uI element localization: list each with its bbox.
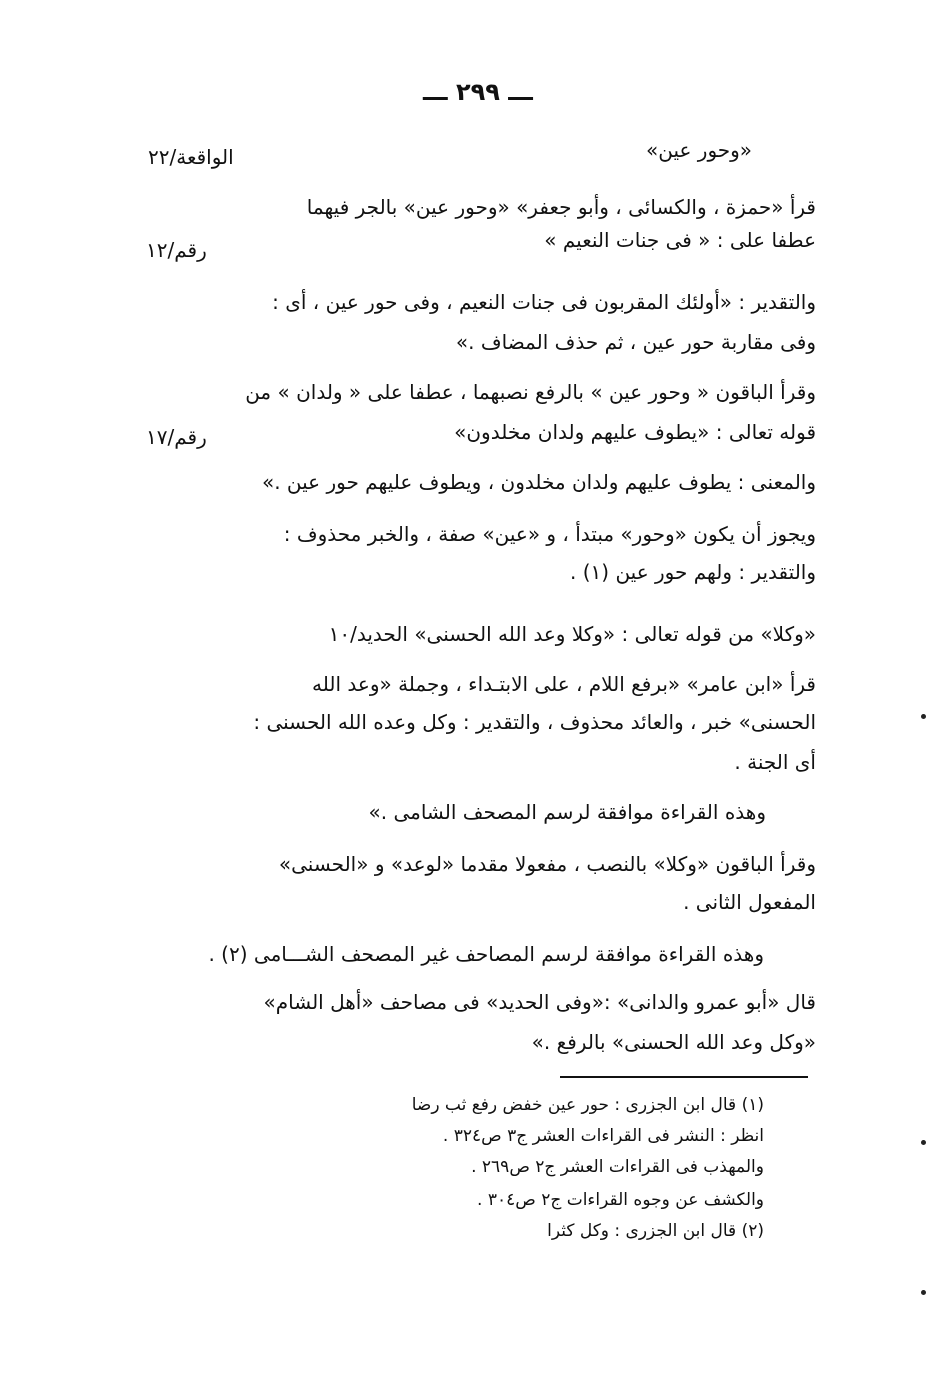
footnote-line: (١) قال ابن الجزرى : حور عين خفض رفع ثب رضا [411, 1095, 764, 1115]
text-line: قرأ «حمزة ، والكسائى ، وأبو جعفر» «وحور عين» بالجر فيهما [306, 195, 816, 219]
text-line: والمعنى : يطوف عليهم ولدان مخلدون ، ويطوف عليهم حور عين .» [261, 470, 816, 494]
text-line: ويجوز أن يكون «وحور» مبتدأ ، و «عين» صفة ، والخبر محذوف : [283, 522, 816, 546]
scan-speck [921, 1140, 926, 1145]
scan-speck [921, 714, 926, 719]
text-line: «وكل وعد الله الحسنى» بالرفع .» [531, 1030, 816, 1054]
verse-number-ref: رقم/١٢ [146, 238, 207, 262]
verse-phrase: «وحور عين» [646, 138, 753, 162]
text-line: والتقدير : ولهم حور عين (١) . [570, 560, 816, 584]
text-line: قرأ «ابن عامر» «برفع اللام ، على الابتـداء ، وجملة «وعد الله [312, 672, 816, 696]
text-line: وفى مقاربة حور عين ، ثم حذف المضاف .» [455, 330, 816, 354]
text-line: وهذه القراءة موافقة لرسم المصحف الشامى .» [368, 800, 766, 824]
footnote-line: والكشف عن وجوه القراءات ج٢ ص٣٠٤ . [477, 1190, 764, 1210]
text-line: وهذه القراءة موافقة لرسم المصاحف غير المصحف الشـــامى (٢) . [208, 942, 764, 966]
surah-reference: الواقعة/٢٢ [148, 145, 234, 169]
text-line: عطفا على : « فى جنات النعيم » [544, 228, 816, 252]
text-line: المفعول الثانى . [683, 890, 816, 914]
footnote-line: (٢) قال ابن الجزرى : وكل كثرا [547, 1221, 764, 1241]
text-line: والتقدير : «أولئك المقربون فى جنات النعيم ، وفى حور عين ، أى : [272, 290, 816, 314]
footnote-line: انظر : النشر فى القراءات العشر ج٣ ص٣٢٤ . [442, 1126, 764, 1146]
scan-speck [921, 1290, 926, 1295]
text-line: قال «أبو عمرو والدانى» :«وفى الحديد» فى مصاحف «أهل الشام» [263, 990, 816, 1014]
verse-number-ref: رقم/١٧ [146, 425, 207, 449]
text-line: «وكلا» من قوله تعالى : «وكلا وعد الله الحسنى» الحديد/١٠ [328, 622, 816, 646]
text-line: وقرأ الباقون « وحور عين » بالرفع نصبهما ، عطفا على « ولدان » من [245, 380, 816, 404]
page-number: ـــ ٢٩٩ ـــ [423, 78, 533, 106]
text-line: وقرأ الباقون «وكلا» بالنصب ، مفعولا مقدما «لوعد» و «الحسنى» [278, 852, 816, 876]
footnote-separator [560, 1076, 808, 1078]
text-line: قوله تعالى : «يطوف عليهم ولدان مخلدون» [454, 420, 816, 444]
text-line: أى الجنة . [734, 750, 816, 774]
text-line: الحسنى» خبر ، والعائد محذوف ، والتقدير : وكل وعده الله الحسنى : [253, 710, 816, 734]
footnote-line: والمهذب فى القراءات العشر ج٢ ص٢٦٩ . [471, 1157, 764, 1177]
